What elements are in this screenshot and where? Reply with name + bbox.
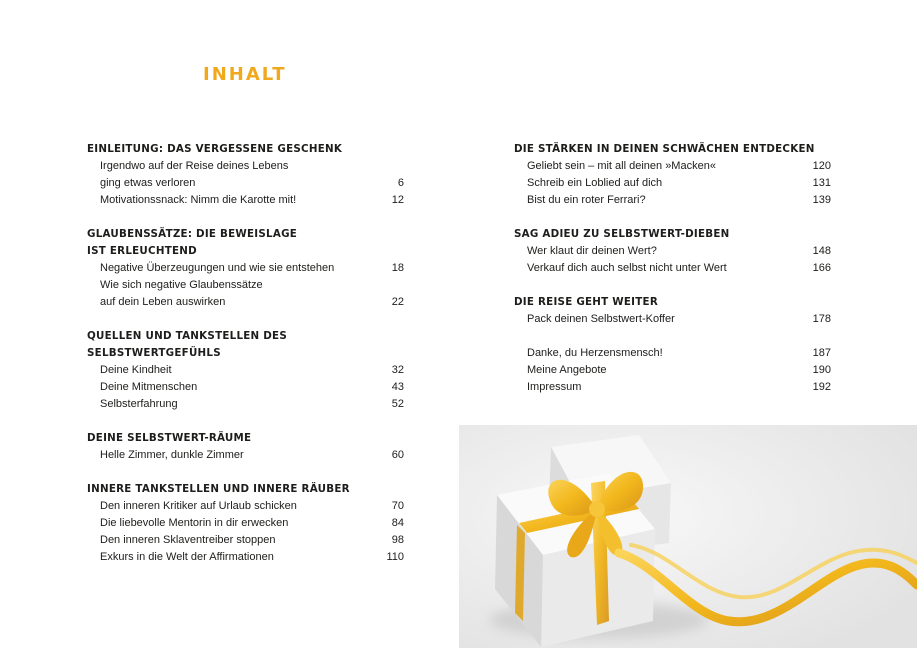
toc-column-left — [87, 141, 404, 583]
entry-title: Bist du ein roter Ferrari? — [527, 194, 646, 206]
toc-section — [87, 430, 404, 464]
entry-page: 60 — [391, 449, 404, 461]
entry-page: 110 — [386, 551, 404, 563]
entry-title: Danke, du Herzensmensch! — [527, 347, 663, 359]
entry-title: Den inneren Sklaventreiber stoppen — [100, 534, 276, 546]
section-heading: DIE REISE GEHT WEITER — [514, 296, 658, 308]
toc-entry — [87, 158, 404, 175]
entry-page: 139 — [812, 194, 831, 206]
toc-section — [514, 226, 831, 277]
page-title: INHALT — [203, 64, 287, 85]
toc-section — [87, 226, 404, 311]
entry-title: Pack deinen Selbstwert-Koffer — [527, 313, 675, 325]
entry-title: Wer klaut dir deinen Wert? — [527, 245, 657, 257]
toc-section — [87, 141, 404, 209]
entry-title: Deine Mitmenschen — [100, 381, 198, 393]
entry-page: 84 — [391, 517, 404, 529]
entry-title: Irgendwo auf der Reise deines Lebens — [100, 160, 289, 172]
toc-entry — [87, 362, 404, 379]
toc-entry — [514, 260, 831, 277]
entry-title: ging etwas verloren — [100, 177, 196, 189]
toc-section — [87, 481, 404, 566]
toc-entry — [514, 158, 831, 175]
entry-title: Impressum — [527, 381, 582, 393]
section-heading: DEINE SELBSTWERT-RÄUME — [87, 432, 252, 444]
entry-page: 70 — [391, 500, 404, 512]
entry-page: 98 — [391, 534, 404, 546]
entry-page: 148 — [812, 245, 831, 257]
entry-page: 52 — [391, 398, 404, 410]
toc-entry — [514, 362, 831, 379]
entry-page: 131 — [812, 177, 831, 189]
toc-entry — [514, 243, 831, 260]
section-heading: IST ERLEUCHTEND — [87, 245, 197, 257]
toc-entry — [514, 175, 831, 192]
toc-entry — [87, 175, 404, 192]
toc-section — [514, 294, 831, 396]
entry-page: 22 — [391, 296, 404, 308]
toc-entry — [87, 192, 404, 209]
section-heading: DIE STÄRKEN IN DEINEN SCHWÄCHEN ENTDECKEN — [514, 143, 815, 155]
entry-page: 166 — [812, 262, 831, 274]
toc-column-right — [514, 141, 831, 413]
entry-title: Deine Kindheit — [100, 364, 172, 376]
entry-page: 178 — [812, 313, 831, 325]
toc-entry — [514, 379, 831, 396]
section-heading: SELBSTWERTGEFÜHLS — [87, 347, 221, 359]
toc-entry — [87, 379, 404, 396]
entry-page: 6 — [397, 177, 404, 189]
toc-entry — [87, 532, 404, 549]
toc-section — [514, 141, 831, 209]
entry-title: Selbsterfahrung — [100, 398, 178, 410]
toc-section — [87, 328, 404, 413]
entry-title: Exkurs in die Welt der Affirmationen — [100, 551, 274, 563]
entry-title: Meine Angebote — [527, 364, 607, 376]
section-heading: QUELLEN UND TANKSTELLEN DES — [87, 330, 287, 342]
toc-entry — [514, 311, 831, 328]
toc-entry — [87, 294, 404, 311]
toc-entry — [87, 515, 404, 532]
toc-entry — [514, 345, 831, 362]
entry-title: Die liebevolle Mentorin in dir erwecken — [100, 517, 289, 529]
gift-box-photo — [459, 425, 917, 648]
section-heading: EINLEITUNG: DAS VERGESSENE GESCHENK — [87, 143, 343, 155]
entry-title: Geliebt sein – mit all deinen »Macken« — [527, 160, 716, 172]
section-heading: SAG ADIEU ZU SELBSTWERT-DIEBEN — [514, 228, 730, 240]
toc-entry — [514, 192, 831, 209]
entry-title: Helle Zimmer, dunkle Zimmer — [100, 449, 244, 461]
entry-title: Wie sich negative Glaubenssätze — [100, 279, 263, 291]
toc-entry — [87, 498, 404, 515]
entry-title: Motivationssnack: Nimm die Karotte mit! — [100, 194, 297, 206]
toc-entry — [87, 396, 404, 413]
entry-page: 190 — [812, 364, 831, 376]
entry-page: 187 — [812, 347, 831, 359]
toc-entry — [87, 260, 404, 277]
entry-page: 18 — [391, 262, 404, 274]
section-heading: GLAUBENSSÄTZE: DIE BEWEISLAGE — [87, 228, 298, 240]
entry-page: 32 — [391, 364, 404, 376]
toc-entry — [87, 447, 404, 464]
entry-title: Schreib ein Loblied auf dich — [527, 177, 663, 189]
entry-page: 43 — [391, 381, 404, 393]
entry-page: 12 — [391, 194, 404, 206]
entry-title: Verkauf dich auch selbst nicht unter Wert — [527, 262, 727, 274]
entry-title: Negative Überzeugungen und wie sie entstehen — [100, 262, 335, 274]
section-heading: INNERE TANKSTELLEN UND INNERE RÄUBER — [87, 483, 350, 495]
gift-box-illustration — [459, 425, 917, 648]
entry-page: 192 — [812, 381, 831, 393]
toc-entry — [87, 277, 404, 294]
entry-title: auf dein Leben auswirken — [100, 296, 226, 308]
entry-title: Den inneren Kritiker auf Urlaub schicken — [100, 500, 297, 512]
entry-page: 120 — [812, 160, 831, 172]
toc-entry — [87, 549, 404, 566]
